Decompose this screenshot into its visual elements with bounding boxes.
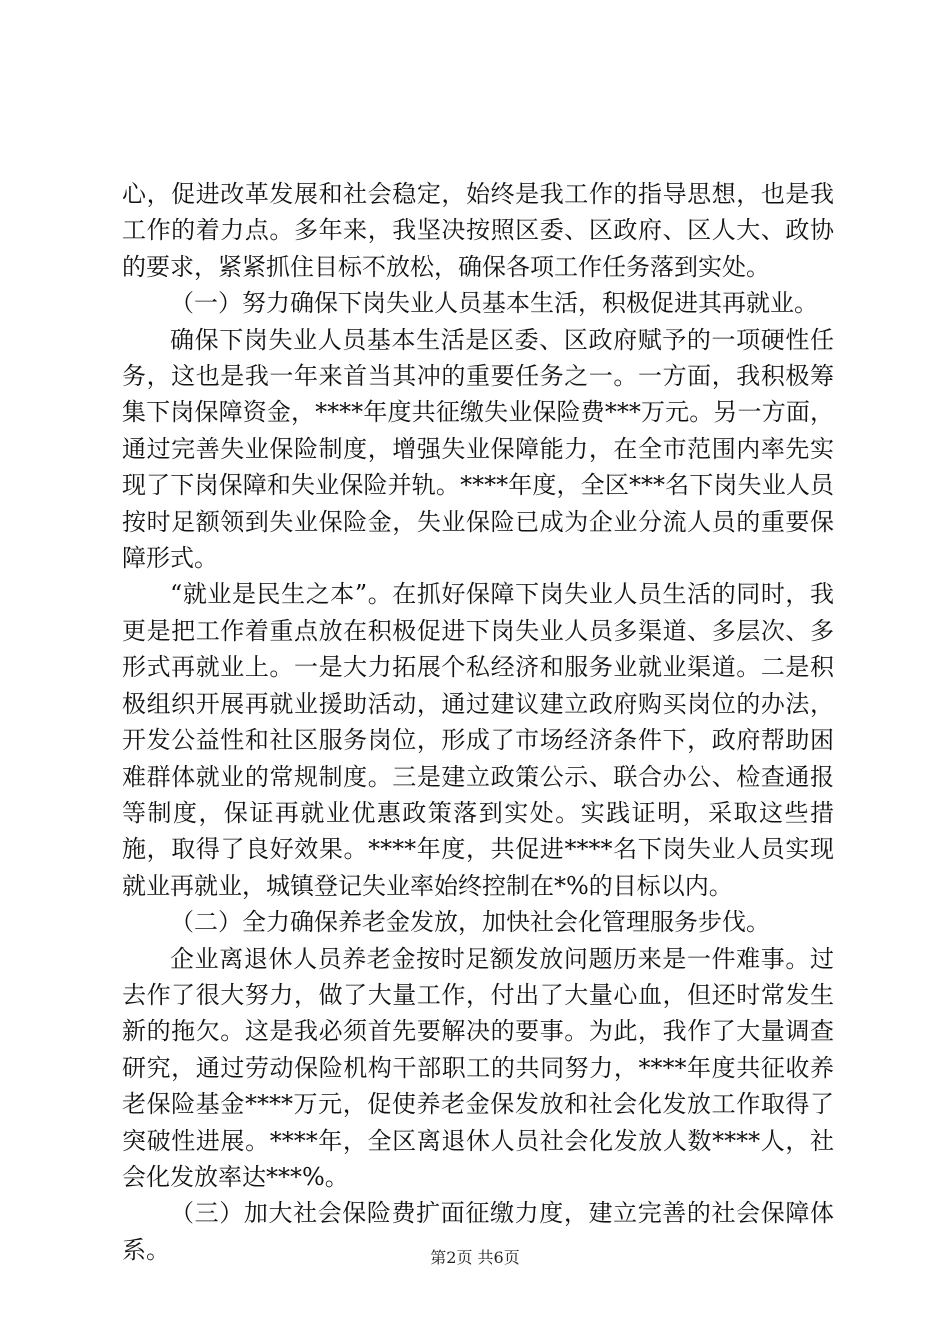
page-number-footer: 第2页 共6页 (430, 1248, 520, 1267)
document-body (122, 176, 834, 1268)
paragraph-reemployment: “就业是民生之本”。在抓好保障下岗失业人员生活的同时，我更是把工作着重点放在积极促进下岗失业人员多渠道、多层次、多形式再就业上。一是大力拓展个私经济和服务业就业渠道。二是积极组织开展再就业援助活动，通过建议建立政府购买岗位的办法，开发公益性和社区服务岗位，形成了市场经济条件下，政府帮助困难群体就业的常规制度。三是建立政策公示、联合办公、检查通报等制度，保证再就业优惠政策落到实处。实践证明，采取这些措施，取得了良好效果。****年度，共促进****名下岗失业人员实现就业再就业，城镇登记失业率始终控制在*%的目标以内。 (122, 580, 834, 900)
section-heading-3: （三）加大社会保险费扩面征缴力度，建立完善的社会保障体系。 (122, 1199, 834, 1264)
paragraph-continuation: 心，促进改革发展和社会稳定，始终是我工作的指导思想，也是我工作的着力点。多年来，我坚决按照区委、区政府、区人大、政协的要求，紧紧抓住目标不放松，确保各项工作任务落到实处。 (122, 180, 834, 281)
paragraph-unemployment-security: 确保下岗失业人员基本生活是区委、区政府赋予的一项硬性任务，这也是我一年来首当其冲的重要任务之一。一方面，我积极筹集下岗保障资金，****年度共征缴失业保险费***万元。另一方面，通过完善失业保险制度，增强失业保障能力，在全市范围内率先实现了下岗保障和失业保险并轨。****年度，全区***名下岗失业人员按时足额领到失业保险金，失业保险已成为企业分流人员的重要保障形式。 (122, 325, 834, 573)
paragraph-pension: 企业离退休人员养老金按时足额发放问题历来是一件难事。过去作了很大努力，做了大量工作，付出了大量心血，但还时常发生新的拖欠。这是我必须首先要解决的要事。为此，我作了大量调查研究，通过劳动保险机构干部职工的共同努力，****年度共征收养老保险基金****万元，促使养老金保发放和社会化发放工作取得了突破性进展。****年，全区离退休人员社会化发放人数****人，社会化发放率达***%。 (122, 944, 834, 1191)
section-heading-1: （一）努力确保下岗失业人员基本生活，积极促进其再就业。 (170, 289, 818, 318)
section-heading-2: （二）全力确保养老金发放，加快社会化管理服务步伐。 (170, 908, 770, 937)
